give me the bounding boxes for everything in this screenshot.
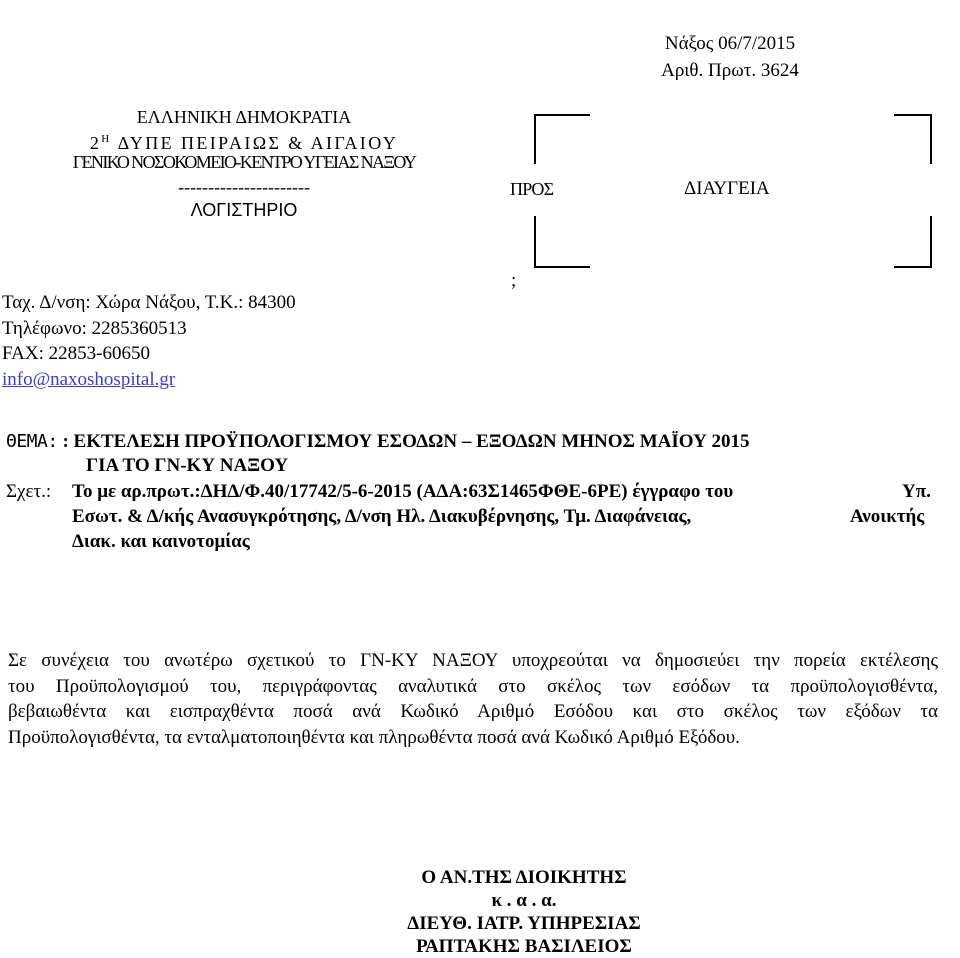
signature-on-behalf: κ . α . α. [491, 890, 557, 911]
signature-role: ΔΙΕΥΘ. ΙΑΤΡ. ΥΠΗΡΕΣΙΑΣ [407, 913, 641, 934]
recipient-to-value: ΔΙΑΥΓΕΙΑ [684, 178, 770, 199]
subject-block [6, 430, 750, 454]
header-separator: ---------------------- [178, 177, 310, 197]
subject-line2: ΓΙΑ ΤΟ ΓΝ-ΚΥ ΝΑΞΟΥ [86, 455, 289, 476]
header-authority-name: ΔΥΠΕ ΠΕΙΡΑΙΩΣ & ΑΙΓΑΙΟΥ [117, 133, 399, 153]
contact-address: Ταχ. Δ/νση: Χώρα Νάξου, Τ.Κ.: 84300 [2, 292, 296, 313]
contact-phone: Τηλέφωνο: 2285360513 [2, 317, 187, 339]
signature-name: ΡΑΠΤΑΚΗΣ ΒΑΣΙΛΕΙΟΣ [416, 936, 632, 957]
body-line3: βεβαιωθέντα και εισπραχθέντα ποσά ανά Κωδικό Αριθμό Εσόδου και στο σκέλος των εξόδων τα [8, 701, 938, 722]
body-line2: του Προϋπολογισμού του, περιγράφοντας αναλυτικά στο σκέλος των εσόδων τα προϋπολογισθέντα, [8, 675, 938, 697]
header-department: ΛΟΓΙΣΤΗΡΙΟ [190, 200, 298, 220]
recipient-bracket-top-left [534, 114, 590, 164]
body-line1: Σε συνέχεια του ανωτέρω σχετικού το ΓΝ-ΚΥ ΝΑΞΟΥ υποχρεούται να δημοσιεύει την πορεία εκτέλεσης [8, 650, 938, 671]
recipient-bracket-bottom-right [894, 216, 932, 268]
reference-line3: Διακ. και καινοτομίας [72, 531, 250, 552]
header-country: ΕΛΛΗΝΙΚΗ ΔΗΜΟΚΡΑΤΙΑ [136, 107, 352, 127]
body-paragraph [8, 648, 938, 750]
subject-label: ΘΕΜΑ: [6, 431, 58, 452]
subject-line1: : ΕΚΤΕΛΕΣΗ ΠΡΟΫΠΟΛΟΓΙΣΜΟΥ ΕΣΟΔΩΝ – ΕΞΟΔΩΝ ΜΗΝΟΣ ΜΑΪΟΥ 2015 [62, 431, 750, 452]
signature-title: Ο ΑΝ.ΤΗΣ ΔΙΟΙΚΗΤΗΣ [421, 867, 627, 888]
place-date: Νάξος 06/7/2015 [664, 33, 796, 54]
header-authority-sup: Η [101, 133, 112, 145]
reference-line2-end: Ανοικτής [850, 506, 925, 527]
header-authority-number: 2 [89, 133, 102, 153]
date-block [640, 30, 820, 84]
recipient-semicolon: ; [511, 270, 517, 291]
recipient-to-label: ΠΡΟΣ [510, 179, 554, 199]
reference-line1-end: Υπ. [902, 481, 931, 502]
recipient-bracket-top-right [894, 114, 932, 164]
recipient-bracket-bottom-left [534, 216, 590, 268]
contact-block [2, 290, 296, 392]
protocol-number: Αριθ. Πρωτ. 3624 [661, 60, 799, 81]
reference-label: Σχετ.: [6, 481, 52, 502]
signature-block [404, 866, 644, 958]
body-line4: Προϋπολογισθέντα, τα ενταλματοποιηθέντα και πληρωθέντα ποσά ανά Κωδικό Αριθμό Εξόδου. [8, 726, 740, 748]
reference-line1: Το με αρ.πρωτ.:ΔΗΔ/Φ.40/17742/5-6-2015 (ΑΔΑ:63Σ1465ΦΘΕ-6ΡΕ) έγγραφο του [72, 481, 734, 502]
header-hospital: ΓΕΝΙΚΟ ΝΟΣΟΚΟΜΕΙΟ-ΚΕΝΤΡΟ ΥΓΕΙΑΣ ΝΑΞΟΥ [72, 152, 416, 172]
reference-line2: Εσωτ. & Δ/κής Ανασυγκρότησης, Δ/νση Ηλ. Διακυβέρνησης, Τμ. Διαφάνειας, [72, 506, 692, 527]
contact-fax: FAX: 22853-60650 [2, 343, 150, 364]
contact-email-link[interactable]: info@naxoshospital.gr [2, 368, 176, 390]
